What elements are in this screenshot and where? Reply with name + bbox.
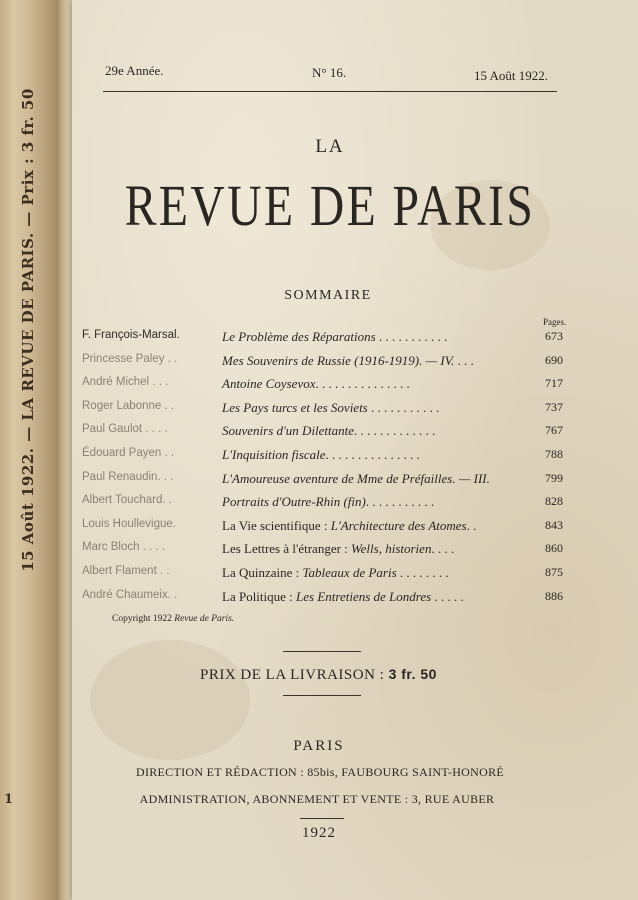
- toc-article-title: Les Pays turcs et les Soviets: [222, 399, 368, 415]
- toc-leader-dots: . . .: [454, 352, 474, 368]
- toc-article-title: Souvenirs d'un Dilettante: [222, 423, 355, 439]
- toc-leader-dots: . .: [466, 517, 477, 533]
- magazine-title: REVUE DE PARIS: [124, 173, 536, 238]
- toc-author: Albert Touchard. .: [82, 494, 172, 507]
- toc-page-number: 788: [545, 447, 563, 461]
- spine-number: 1: [4, 792, 14, 807]
- toc-author: Paul Gaulot . . . .: [82, 423, 168, 436]
- toc-leader-dots: . . . . .: [431, 588, 464, 604]
- toc-article-title: Wells, historien: [351, 541, 432, 557]
- toc-article-title: L'Amoureuse aventure de Mme de Préfailles. — III.: [222, 470, 490, 486]
- toc-article-title: Tableaux de Paris: [302, 565, 397, 580]
- toc-row: [0, 565, 638, 587]
- toc-author: Paul Renaudin. . .: [82, 470, 174, 483]
- toc-article: [222, 423, 435, 439]
- toc-leader-dots: . . . .: [431, 541, 455, 557]
- footer-rule: [300, 818, 344, 819]
- publisher-city: PARIS: [293, 738, 345, 754]
- toc-row: [0, 376, 638, 398]
- toc-row: [0, 329, 638, 351]
- sommaire-heading: SOMMAIRE: [284, 288, 372, 303]
- toc-leader-dots: . . . . . . . . . . .: [365, 494, 435, 510]
- toc-row: [0, 423, 638, 445]
- toc-page-number: 690: [545, 352, 563, 367]
- toc-row: [0, 400, 638, 422]
- toc-page-number: 843: [545, 517, 563, 532]
- toc-article-title: Portraits d'Outre-Rhin (fin): [222, 494, 366, 510]
- toc-article: [222, 494, 434, 510]
- toc-article: [222, 589, 464, 605]
- toc-leader-dots: . . . . . . . . . . .: [375, 329, 448, 344]
- publication-year: 1922: [302, 825, 336, 841]
- toc-section: La Quinzaine :: [222, 565, 303, 580]
- toc-article: [222, 329, 447, 345]
- direction-address: DIRECTION ET RÉDACTION : 85bis, FAUBOURG SAINT-HONORÉ: [135, 765, 504, 779]
- price-line: PRIX DE LA LIVRAISON : 3 fr. 50: [200, 666, 437, 683]
- toc-page-number: 875: [545, 565, 563, 579]
- toc-article-title: Les Entretiens de Londres: [296, 588, 432, 604]
- toc-author: André Michel . . .: [82, 376, 169, 389]
- spine-text: 15 Août 1922. — LA REVUE DE PARIS. — Prix : 3 fr. 50: [19, 88, 37, 572]
- toc-article-title: L'Inquisition fiscale: [222, 447, 326, 462]
- pages-label: Pages.: [543, 317, 567, 327]
- toc-article: [222, 518, 476, 534]
- issue-number: N° 16.: [312, 65, 347, 80]
- header-rule: [103, 91, 557, 92]
- year-volume: 29e Année.: [105, 63, 164, 78]
- toc-leader-dots: . . . . . . . . . . . . . . .: [315, 376, 410, 392]
- price-rule-top: [283, 651, 361, 652]
- toc-page-number: 737: [545, 399, 563, 414]
- issue-date: 15 Août 1922.: [474, 68, 549, 83]
- toc-section: Les Lettres à l'étranger :: [222, 541, 352, 557]
- toc-page-number: 799: [545, 470, 563, 485]
- toc-row: [0, 589, 638, 611]
- toc-article-title: L'Architecture des Atomes: [330, 517, 467, 533]
- toc-author: Louis Houllevigue.: [82, 517, 176, 530]
- toc-author: Édouard Payen . .: [82, 447, 175, 459]
- toc-author: Marc Bloch . . . .: [82, 541, 166, 554]
- toc-page-number: 828: [545, 494, 563, 509]
- toc-author: André Chaumeix. .: [82, 588, 178, 601]
- toc-leader-dots: . . . . . . . . . . .: [367, 399, 440, 415]
- copyright: Copyright 1922 Revue de Paris.: [112, 614, 235, 624]
- toc-author: Albert Flament . .: [82, 565, 170, 577]
- toc-row: [0, 541, 638, 563]
- toc-leader-dots: . . . . . . . .: [396, 565, 449, 580]
- toc-article: [222, 565, 449, 581]
- toc-article: [222, 541, 454, 557]
- toc-leader-dots: . . . . . . . . . . . . .: [354, 423, 436, 439]
- administration-address: ADMINISTRATION, ABONNEMENT ET VENTE : 3, RUE AUBER: [139, 792, 495, 806]
- toc-article: [222, 376, 410, 392]
- toc-article: [222, 400, 439, 416]
- toc-page-number: 717: [545, 376, 563, 391]
- toc-section: La Politique :: [222, 588, 297, 604]
- toc-article: [222, 471, 490, 487]
- toc-row: [0, 353, 638, 375]
- toc-page-number: 673: [545, 329, 563, 343]
- title-la: LA: [315, 136, 345, 157]
- toc-article-title: Le Problème des Réparations: [222, 329, 376, 344]
- toc-author: Princesse Paley . .: [82, 352, 178, 365]
- toc-article: [222, 353, 474, 369]
- toc-page-number: 767: [545, 423, 563, 438]
- price-rule-bottom: [283, 695, 361, 696]
- toc-author: Roger Labonne . .: [82, 399, 175, 412]
- toc-section: La Vie scientifique :: [222, 517, 331, 533]
- toc-page-number: 886: [545, 588, 563, 603]
- toc-page-number: 860: [545, 541, 563, 556]
- toc-leader-dots: . . . . . . . . . . . . . . .: [325, 447, 420, 462]
- toc-article: [222, 447, 420, 463]
- toc-row: [0, 518, 638, 540]
- toc-author: F. François-Marsal.: [82, 329, 180, 341]
- toc-row: [0, 447, 638, 469]
- toc-article-title: Antoine Coysevox: [222, 376, 316, 392]
- toc-row: [0, 471, 638, 493]
- toc-row: [0, 494, 638, 516]
- toc-article-title: Mes Souvenirs de Russie (1916-1919). — IV.: [222, 352, 455, 368]
